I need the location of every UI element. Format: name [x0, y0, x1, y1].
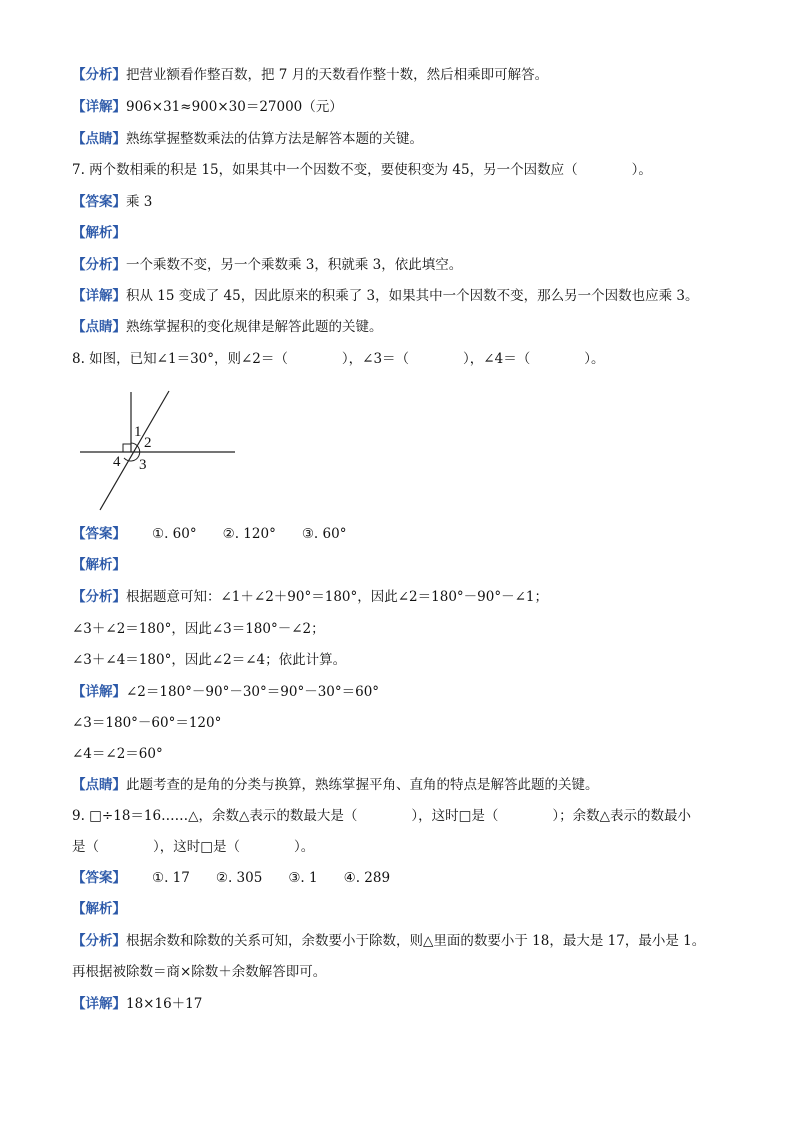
q7-detail-line — [72, 287, 699, 305]
q7-analysis-text: 一个乘数不变，另一个乘数乘 3，积就乘 3，依此填空。 — [126, 257, 463, 273]
analysis-tag: 【分析】 — [72, 67, 126, 83]
analysis-tag: 【分析】 — [72, 589, 126, 605]
q8-answer-3: ③. 60° — [301, 526, 347, 542]
answer-tag: 【答案】 — [72, 870, 126, 886]
q9-answer-1: ①. 17 — [152, 870, 190, 886]
q7-question: 7. 两个数相乘的积是 15，如果其中一个因数不变，要使积变为 45，另一个因数应（ ）。 — [72, 162, 652, 178]
slanted-line — [100, 391, 169, 510]
comment-tag: 【点睛】 — [72, 131, 126, 147]
q9-question-1: 9. □÷18＝16……△，余数△表示的数最大是（ ），这时□是（ ）；余数△表示的数最小 — [72, 808, 691, 824]
q7-answer-text: 乘 3 — [126, 194, 153, 210]
q6-comment-text: 熟练掌握整数乘法的估算方法是解答本题的关键。 — [126, 131, 423, 147]
q8-detail-line — [72, 683, 379, 701]
q9-detail-text: 18×16＋17 — [126, 996, 203, 1012]
q8-question: 8. 如图，已知∠1＝30°，则∠2＝（ ），∠3＝（ ），∠4＝（ ）。 — [72, 351, 605, 367]
q9-explain-line — [72, 900, 126, 918]
comment-tag: 【点睛】 — [72, 319, 126, 335]
explain-tag: 【解析】 — [72, 225, 126, 241]
angle-figure — [78, 388, 238, 514]
q6-comment-line — [72, 130, 423, 148]
analysis-tag: 【分析】 — [72, 933, 126, 949]
analysis-tag: 【分析】 — [72, 257, 126, 273]
q9-question-2: 是（ ），这时□是（ ）。 — [72, 839, 315, 855]
q9-answer-4: ④. 289 — [343, 870, 391, 886]
q9-answer-3: ③. 1 — [288, 870, 318, 886]
q9-analysis-line — [72, 932, 705, 950]
q8-answer-2: ②. 120° — [222, 526, 276, 542]
angle-label-1: 1 — [134, 424, 142, 440]
q8-answer-1: ①. 60° — [152, 526, 197, 542]
detail-tag: 【详解】 — [72, 684, 126, 700]
angle-label-2: 2 — [144, 435, 152, 451]
detail-tag: 【详解】 — [72, 288, 126, 304]
q9-detail-line — [72, 995, 202, 1013]
q7-analysis-line — [72, 256, 462, 274]
q6-analysis-line — [72, 66, 548, 84]
q8-answer-line — [72, 525, 346, 543]
answer-tag: 【答案】 — [72, 194, 126, 210]
comment-tag: 【点睛】 — [72, 777, 126, 793]
q8-detail-text-1: ∠2＝180°－90°－30°＝90°－30°＝60° — [126, 684, 380, 700]
q8-analysis-text-3: ∠3＋∠4＝180°，因此∠2＝∠4；依此计算。 — [72, 652, 347, 668]
q9-analysis-text-2: 再根据被除数＝商×除数＋余数解答即可。 — [72, 964, 327, 980]
q8-comment-line — [72, 776, 599, 794]
q7-comment-line — [72, 318, 383, 336]
detail-tag: 【详解】 — [72, 99, 126, 115]
q8-analysis-text-1: 根据题意可知：∠1＋∠2＋90°＝180°，因此∠2＝180°－90°－∠1； — [126, 589, 548, 605]
explain-tag: 【解析】 — [72, 901, 126, 917]
q7-comment-text: 熟练掌握积的变化规律是解答此题的关键。 — [126, 319, 383, 335]
q8-analysis-line — [72, 588, 548, 606]
q8-detail-text-3: ∠4＝∠2＝60° — [72, 746, 163, 762]
right-angle-mark — [123, 444, 131, 452]
q9-answer-2: ②. 305 — [215, 870, 263, 886]
q8-analysis-text-2: ∠3＋∠2＝180°，因此∠3＝180°－∠2； — [72, 621, 325, 637]
q6-detail-text: 906×31≈900×30＝27000（元） — [126, 99, 343, 115]
angle-label-4: 4 — [113, 454, 121, 470]
q8-explain-line — [72, 556, 126, 574]
q7-detail-text: 积从 15 变成了 45，因此原来的积乘了 3，如果其中一个因数不变，那么另一个因数也应乘 3。 — [126, 288, 699, 304]
q6-analysis-text: 把营业额看作整百数，把 7 月的天数看作整十数，然后相乘即可解答。 — [126, 67, 549, 83]
q6-detail-line — [72, 98, 343, 116]
q7-explain-line — [72, 224, 126, 242]
q7-answer-line — [72, 193, 152, 211]
explain-tag: 【解析】 — [72, 557, 126, 573]
detail-tag: 【详解】 — [72, 996, 126, 1012]
q8-detail-text-2: ∠3＝180°－60°＝120° — [72, 715, 222, 731]
q8-comment-text: 此题考查的是角的分类与换算，熟练掌握平角、直角的特点是解答此题的关键。 — [126, 777, 599, 793]
answer-tag: 【答案】 — [72, 526, 126, 542]
angle-label-3: 3 — [139, 457, 147, 473]
q9-answer-line — [72, 869, 390, 887]
q9-analysis-text-1: 根据余数和除数的关系可知，余数要小于除数，则△里面的数要小于 18，最大是 17，最小是 1。 — [126, 933, 706, 949]
